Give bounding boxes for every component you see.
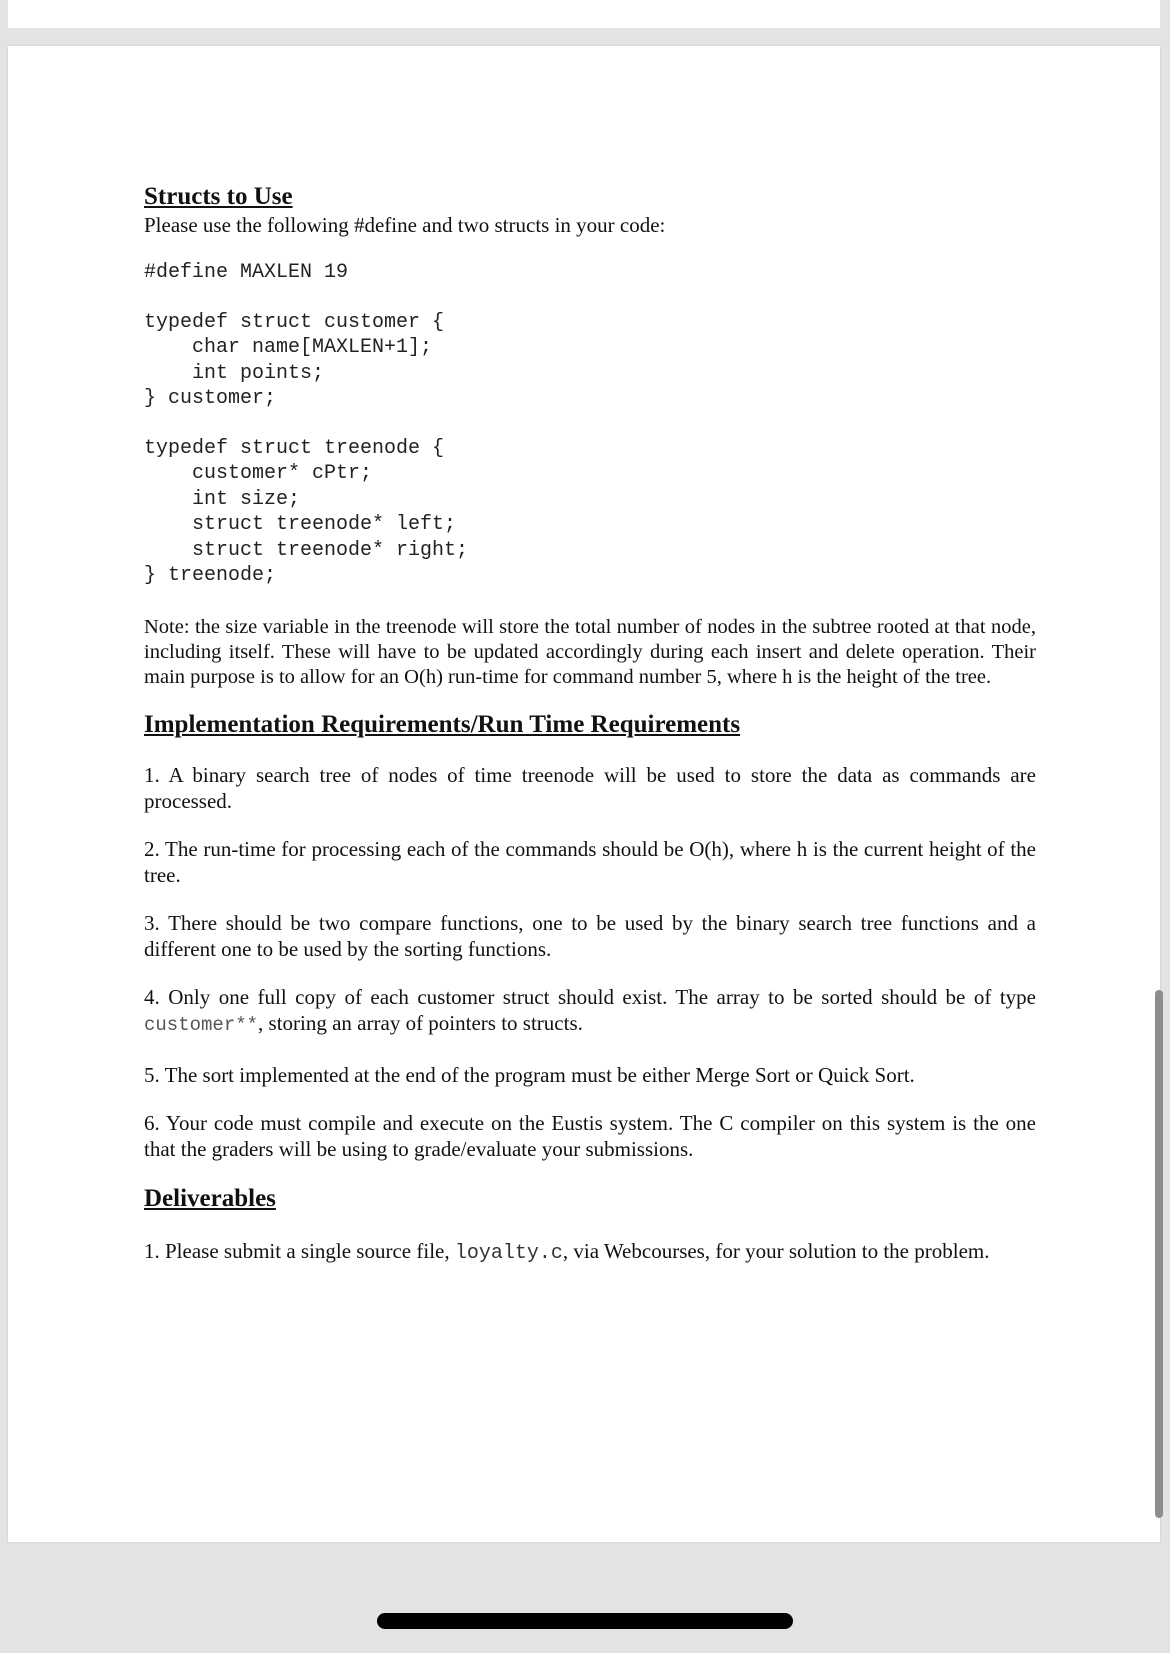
previous-page-edge xyxy=(8,0,1160,28)
treenode-struct-code: typedef struct treenode { customer* cPtr; int size; struct treenode* left; struct treenode* right; } treenode; xyxy=(144,436,469,587)
requirement-item-3: 3. There should be two compare functions, one to be used by the binary search tree functions and a different one to be used by the sorting functions. xyxy=(144,910,1036,961)
deliverable-item-1-text-end: , via Webcourses, for your solution to the problem. xyxy=(562,1238,990,1263)
requirement-item-1: 1. A binary search tree of nodes of time treenode will be used to store the data as commands are processed. xyxy=(144,762,1036,813)
note-paragraph: Note: the size variable in the treenode will store the total number of nodes in the subtree rooted at that node, including itself. These will have to be updated accordingly during each insert and delete operation. Their main purpose is to allow for an O(h) run-time for command number 5, where h is the height of the tree. xyxy=(144,615,1036,688)
home-indicator[interactable] xyxy=(377,1613,793,1629)
deliverable-item-1-text: 1. Please submit a single source file, xyxy=(144,1238,455,1263)
customer-struct-code: typedef struct customer { char name[MAXLEN+1]; int points; } customer; xyxy=(144,310,445,410)
deliverables-heading: Deliverables xyxy=(144,1184,276,1212)
deliverable-item-1 xyxy=(144,1238,1036,1267)
scrollbar-thumb[interactable] xyxy=(1155,990,1163,1518)
deliverable-item-1-code: loyalty.c xyxy=(454,1241,563,1265)
document-page xyxy=(8,46,1160,1542)
requirement-item-4 xyxy=(144,984,1036,1038)
requirements-heading: Implementation Requirements/Run Time Requirements xyxy=(144,710,741,738)
define-line: #define MAXLEN 19 xyxy=(144,261,349,284)
requirement-item-4-text: 4. Only one full copy of each customer struct should exist. The array to be sorted should be of type xyxy=(144,984,1036,1009)
requirement-item-6: 6. Your code must compile and execute on the Eustis system. The C compiler on this system is the one that the graders will be using to grade/evaluate your submissions. xyxy=(144,1110,1036,1161)
structs-intro: Please use the following #define and two structs in your code: xyxy=(144,213,666,237)
page-content xyxy=(144,182,1036,1267)
requirement-item-2: 2. The run-time for processing each of the commands should be O(h), where h is the current height of the tree. xyxy=(144,836,1036,887)
requirement-item-4-code: customer** xyxy=(144,1013,259,1036)
requirement-item-5: 5. The sort implemented at the end of the program must be either Merge Sort or Quick Sort. xyxy=(144,1062,915,1087)
structs-heading: Structs to Use xyxy=(144,183,293,210)
requirement-item-4-text-end: , storing an array of pointers to structs. xyxy=(258,1010,583,1035)
